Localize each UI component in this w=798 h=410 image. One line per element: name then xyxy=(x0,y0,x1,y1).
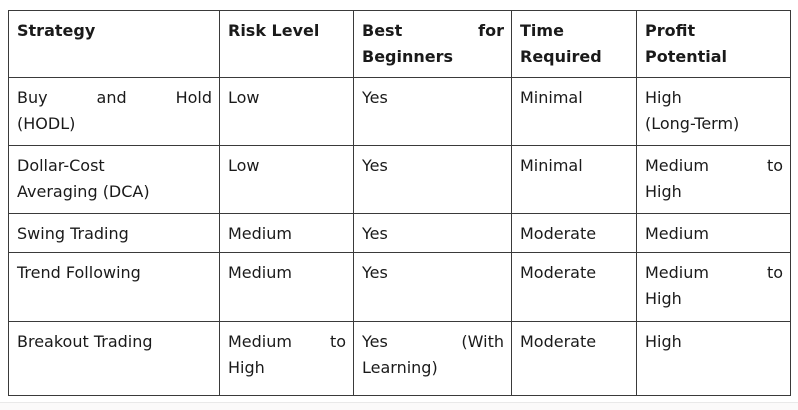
cell-line: Yes xyxy=(362,224,388,243)
word: to xyxy=(766,156,783,175)
cell-line: High xyxy=(645,182,682,201)
cell-line: Risk Level xyxy=(228,21,320,40)
cell-line: (Long-Term) xyxy=(645,114,740,133)
strategies-table xyxy=(8,10,791,396)
cell-line: Breakout Trading xyxy=(17,332,153,351)
cell-breakout-trading-time-required xyxy=(512,322,637,396)
word: to xyxy=(329,332,346,351)
cell-line xyxy=(362,18,504,44)
cell-line: Profit xyxy=(645,21,696,40)
word: for xyxy=(478,21,504,40)
cell-swing-trading-strategy xyxy=(9,214,220,253)
table-row-trend-following xyxy=(9,253,791,322)
word: Best xyxy=(362,21,403,40)
cell-line xyxy=(645,260,783,286)
cell-breakout-trading-strategy xyxy=(9,322,220,396)
cell-line: Moderate xyxy=(520,263,597,282)
cell-line: Learning) xyxy=(362,358,438,377)
word: Buy xyxy=(17,88,48,107)
cell-swing-trading-risk-level xyxy=(220,214,354,253)
cell-line: Medium xyxy=(645,224,709,243)
cell-line: Minimal xyxy=(520,156,583,175)
word: and xyxy=(96,88,127,107)
cell-dollar-cost-averaging-strategy xyxy=(9,146,220,214)
cell-line: Dollar-Cost xyxy=(17,156,105,175)
cell-trend-following-strategy xyxy=(9,253,220,322)
cell-line: Yes xyxy=(362,88,388,107)
word: Hold xyxy=(175,88,212,107)
cell-line: Medium xyxy=(228,263,292,282)
cell-dollar-cost-averaging-time-required xyxy=(512,146,637,214)
cell-line: Swing Trading xyxy=(17,224,129,243)
word: (With xyxy=(461,332,504,351)
cell-line: Moderate xyxy=(520,332,597,351)
word: Yes xyxy=(362,332,388,351)
cell-line: High xyxy=(645,88,682,107)
cell-swing-trading-profit-potential xyxy=(637,214,791,253)
header-row xyxy=(9,11,791,78)
cell-swing-trading-time-required xyxy=(512,214,637,253)
cell-line xyxy=(17,85,212,111)
header-cell-profit-potential xyxy=(637,11,791,78)
cell-line: (HODL) xyxy=(17,114,76,133)
cell-line: High xyxy=(228,358,265,377)
header-cell-best-for-beginners xyxy=(354,11,512,78)
cell-line: Trend Following xyxy=(17,263,141,282)
table-row-buy-and-hold xyxy=(9,78,791,146)
cell-swing-trading-best-for-beginners xyxy=(354,214,512,253)
cell-trend-following-best-for-beginners xyxy=(354,253,512,322)
bottom-page-strip xyxy=(0,403,798,410)
cell-breakout-trading-profit-potential xyxy=(637,322,791,396)
cell-line: High xyxy=(645,289,682,308)
cell-breakout-trading-best-for-beginners xyxy=(354,322,512,396)
cell-trend-following-profit-potential xyxy=(637,253,791,322)
cell-trend-following-risk-level xyxy=(220,253,354,322)
cell-line: Averaging (DCA) xyxy=(17,182,150,201)
cell-dollar-cost-averaging-best-for-beginners xyxy=(354,146,512,214)
table-header xyxy=(9,11,791,78)
header-cell-time-required xyxy=(512,11,637,78)
table-row-dollar-cost-averaging xyxy=(9,146,791,214)
cell-line: Required xyxy=(520,47,602,66)
word: Medium xyxy=(645,156,709,175)
cell-buy-and-hold-profit-potential xyxy=(637,78,791,146)
cell-line: Strategy xyxy=(17,21,96,40)
cell-line: Potential xyxy=(645,47,728,66)
word: Medium xyxy=(645,263,709,282)
cell-line xyxy=(228,329,346,355)
cell-buy-and-hold-strategy xyxy=(9,78,220,146)
cell-line: Minimal xyxy=(520,88,583,107)
cell-line: Medium xyxy=(228,224,292,243)
word: to xyxy=(766,263,783,282)
cell-line xyxy=(362,329,504,355)
word: Medium xyxy=(228,332,292,351)
cell-dollar-cost-averaging-profit-potential xyxy=(637,146,791,214)
table-row-swing-trading xyxy=(9,214,791,253)
cell-line: Yes xyxy=(362,263,388,282)
header-cell-risk-level xyxy=(220,11,354,78)
cell-buy-and-hold-risk-level xyxy=(220,78,354,146)
cell-line: Beginners xyxy=(362,47,454,66)
cell-trend-following-time-required xyxy=(512,253,637,322)
table-row-breakout-trading xyxy=(9,322,791,396)
cell-dollar-cost-averaging-risk-level xyxy=(220,146,354,214)
cell-line: High xyxy=(645,332,682,351)
cell-line: Yes xyxy=(362,156,388,175)
cell-breakout-trading-risk-level xyxy=(220,322,354,396)
header-cell-strategy xyxy=(9,11,220,78)
table-body xyxy=(9,78,791,396)
cell-line: Time xyxy=(520,21,564,40)
cell-line: Moderate xyxy=(520,224,597,243)
cell-line: Low xyxy=(228,156,260,175)
cell-buy-and-hold-time-required xyxy=(512,78,637,146)
cell-line: Low xyxy=(228,88,260,107)
cell-line xyxy=(645,153,783,179)
cell-buy-and-hold-best-for-beginners xyxy=(354,78,512,146)
